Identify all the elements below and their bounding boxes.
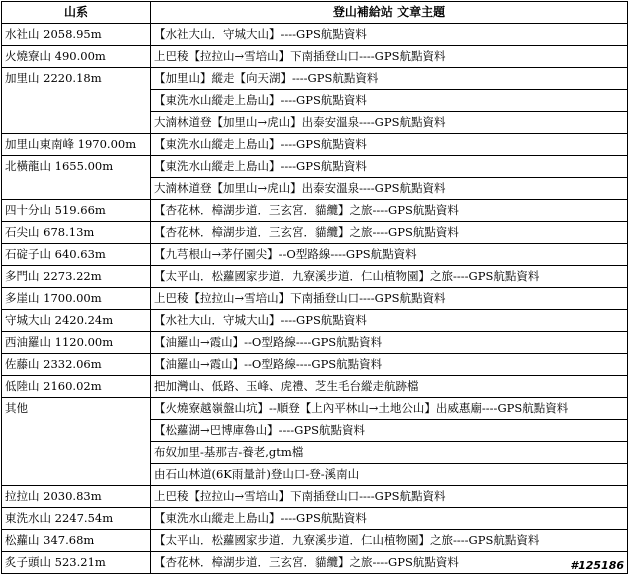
mountain-topic-table	[1, 1, 628, 574]
article-topic-link[interactable]: 由石山林道(6K雨量計)登山口-登-溪南山	[151, 464, 628, 486]
article-topic-link[interactable]: 【東洗水山縱走上島山】----GPS航點資料	[151, 508, 628, 530]
table-row	[2, 552, 628, 574]
article-topic-link[interactable]: 【火燒寮越嶺盤山坑】--順登【上內平林山→土地公山】出威惠廟----GPS航點資料	[151, 398, 628, 420]
article-topic-link[interactable]: 上巴稜【拉拉山→雪培山】下南插登山口----GPS航點資料	[151, 486, 628, 508]
mountain-name-cell: 多崖山 1700.00m	[2, 288, 151, 310]
table-row	[2, 24, 628, 46]
article-topic-link[interactable]: 【杏花林．樟湖步道．三玄宮．貓纜】之旅----GPS航點資料	[151, 552, 628, 574]
article-topic-link[interactable]: 【九芎根山→茅仔園尖】--O型路線----GPS航點資料	[151, 244, 628, 266]
table-row	[2, 530, 628, 552]
table-row	[2, 310, 628, 332]
mountain-name-cell: 守城大山 2420.24m	[2, 310, 151, 332]
mountain-name-cell: 其他	[2, 398, 151, 486]
article-topic-link[interactable]: 【水社大山．守城大山】----GPS航點資料	[151, 310, 628, 332]
article-topic-link[interactable]: 布奴加里-基那吉-養老,gtm檔	[151, 442, 628, 464]
article-topic-link[interactable]: 【水社大山．守城大山】----GPS航點資料	[151, 24, 628, 46]
mountain-name-cell: 低陸山 2160.02m	[2, 376, 151, 398]
mountain-name-cell: 北橫龍山 1655.00m	[2, 156, 151, 200]
table-row	[2, 222, 628, 244]
table-row	[2, 508, 628, 530]
article-topic-link[interactable]: 大湳林道登【加里山→虎山】出泰安溫泉----GPS航點資料	[151, 112, 628, 134]
mountain-name-cell: 西油羅山 1120.00m	[2, 332, 151, 354]
article-topic-link[interactable]: 大湳林道登【加里山→虎山】出泰安溫泉----GPS航點資料	[151, 178, 628, 200]
mountain-name-cell: 佐藤山 2332.06m	[2, 354, 151, 376]
mountain-name-cell: 加里山東南峰 1970.00m	[2, 134, 151, 156]
table-row	[2, 398, 628, 420]
article-topic-link[interactable]: 【加里山】縱走【向天湖】----GPS航點資料	[151, 68, 628, 90]
table-row	[2, 134, 628, 156]
article-topic-link[interactable]: 【東洗水山縱走上島山】----GPS航點資料	[151, 156, 628, 178]
table-row	[2, 376, 628, 398]
article-topic-link[interactable]: 【杏花林．樟湖步道．三玄宮．貓纜】之旅----GPS航點資料	[151, 200, 628, 222]
table-body	[2, 24, 628, 574]
mountain-name-cell: 加里山 2220.18m	[2, 68, 151, 134]
table-row	[2, 244, 628, 266]
article-topic-link[interactable]: 【東洗水山縱走上島山】----GPS航點資料	[151, 90, 628, 112]
watermark-id: #125186	[570, 559, 624, 572]
mountain-name-cell: 多門山 2273.22m	[2, 266, 151, 288]
article-topic-link[interactable]: 【油羅山→霞山】--O型路線----GPS航點資料	[151, 354, 628, 376]
mountain-name-cell: 炙子頭山 523.21m	[2, 552, 151, 574]
mountain-name-cell: 石碇子山 640.63m	[2, 244, 151, 266]
mountain-name-cell: 四十分山 519.66m	[2, 200, 151, 222]
table-row	[2, 332, 628, 354]
table-row	[2, 288, 628, 310]
table-row	[2, 486, 628, 508]
mountain-name-cell: 拉拉山 2030.83m	[2, 486, 151, 508]
article-topic-link[interactable]: 【杏花林．樟湖步道．三玄宮．貓纜】之旅----GPS航點資料	[151, 222, 628, 244]
table-row	[2, 200, 628, 222]
header-row	[2, 2, 628, 24]
article-topic-link[interactable]: 【松蘿湖→巴博庫魯山】----GPS航點資料	[151, 420, 628, 442]
mountain-name-cell: 水社山 2058.95m	[2, 24, 151, 46]
article-topic-link[interactable]: 【油羅山→霞山】--O型路線----GPS航點資料	[151, 332, 628, 354]
article-topic-link[interactable]: 上巴稜【拉拉山→雪培山】下南插登山口----GPS航點資料	[151, 46, 628, 68]
table-row	[2, 354, 628, 376]
article-topic-link[interactable]: 【太平山．松蘿國家步道．九寮溪步道．仁山植物園】之旅----GPS航點資料	[151, 530, 628, 552]
table-row	[2, 156, 628, 178]
article-topic-link[interactable]: 把加灣山、低路、玉峰、虎禮、芝生毛台縱走航跡檔	[151, 376, 628, 398]
header-article-topic: 登山補給站 文章主題	[151, 2, 628, 24]
table-row	[2, 68, 628, 90]
mountain-name-cell: 火燒寮山 490.00m	[2, 46, 151, 68]
table-row	[2, 46, 628, 68]
article-topic-link[interactable]: 【東洗水山縱走上島山】----GPS航點資料	[151, 134, 628, 156]
mountain-name-cell: 石尖山 678.13m	[2, 222, 151, 244]
article-topic-link[interactable]: 上巴稜【拉拉山→雪培山】下南插登山口----GPS航點資料	[151, 288, 628, 310]
mountain-name-cell: 松蘿山 347.68m	[2, 530, 151, 552]
table-row	[2, 266, 628, 288]
mountain-name-cell: 東洗水山 2247.54m	[2, 508, 151, 530]
header-mountain-system: 山系	[2, 2, 151, 24]
article-topic-link[interactable]: 【太平山．松蘿國家步道．九寮溪步道．仁山植物園】之旅----GPS航點資料	[151, 266, 628, 288]
